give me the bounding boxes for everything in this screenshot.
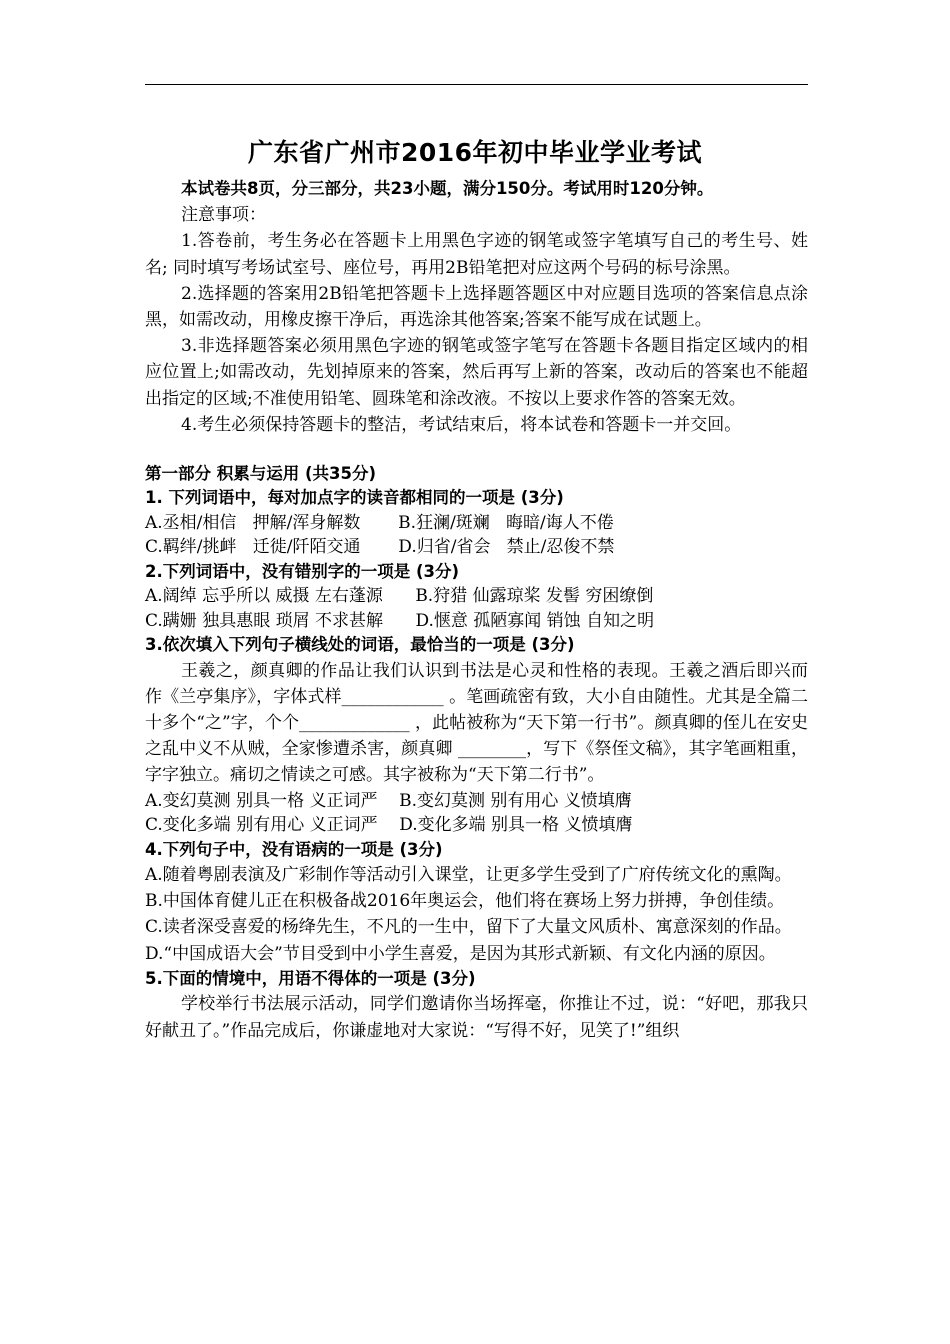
exam-intro: 本试卷共8页，分三部分，共23小题，满分150分。考试用时120分钟。 <box>181 179 714 198</box>
question-3-options: A.变幻莫测 别具一格 义正词严 B.变幻莫测 别有用心 义愤填膺 <box>145 790 632 811</box>
question-5-stem: 5.下面的情境中，用语不得体的一项是 (3分) <box>145 968 476 988</box>
question-4-stem: 4.下列句子中，没有语病的一项是 (3分) <box>145 839 443 859</box>
question-3-stem: 3.依次填入下列句子横线处的词语，最恰当的一项是 (3分) <box>145 635 575 655</box>
notice-item: 2.选择题的答案用2B铅笔把答题卡上选择题答题区中对应题目选项的答案信息点涂黑，如需改动，用橡皮擦干净后，再选涂其他答案;答案不能写成在试题上。 <box>145 283 808 331</box>
notice-item: 4.考生必须保持答题卡的整洁，考试结束后，将本试卷和答题卡一并交回。 <box>181 414 742 435</box>
question-1-options: C.羁绊/挑衅 迁徙/阡陌交通 D.归省/省会 禁止/忍俊不禁 <box>145 537 615 558</box>
question-2-options: C.蹒姗 独具惠眼 琐屑 不求甚解 D.惬意 孤陋寡闻 销蚀 自知之明 <box>145 610 655 631</box>
question-4-option-a: A.随着粤剧表演及广彩制作等活动引入课堂，让更多学生受到了广府传统文化的熏陶。 <box>145 865 792 886</box>
question-4-option-c: C.读者深受喜爱的杨绛先生，不凡的一生中，留下了大量文风质朴、寓意深刻的作品。 <box>145 917 792 938</box>
part-one-heading: 第一部分 积累与运用 (共35分) <box>145 464 377 484</box>
question-4-option-b: B.中国体育健儿正在积极备战2016年奥运会，他们将在赛场上努力拼搏，争创佳绩。 <box>145 891 785 912</box>
question-1-options: A.丞相/相信 押解/浑身解数 B.狂澜/斑斓 晦暗/诲人不倦 <box>145 512 614 533</box>
notice-item: 3.非选择题答案必须用黑色字迹的钢笔或签字笔写在答题卡各题目指定区域内的相应位置上;如需改动，先划掉原来的答案，然后再写上新的答案，改动后的答案也不能超出指定的区域;不准使用铅笔、圆珠笔和涂改液。不按以上要求作答的答案无效。 <box>145 336 808 409</box>
exam-title: 广东省广州市2016年初中毕业学业考试 <box>247 138 703 167</box>
notice-item: 1.答卷前，考生务必在答题卡上用黑色字迹的钢笔或签字笔填写自己的考生号、姓名; 同时填写考场试室号、座位号，再用2B铅笔把对应这两个号码的标号涂黑。 <box>145 231 808 278</box>
question-4-option-d: D.“中国成语大会”节目受到中小学生喜爱，是因为其形式新颖、有文化内涵的原因。 <box>145 943 776 964</box>
question-2-stem: 2.下列词语中，没有错别字的一项是 (3分) <box>145 561 460 581</box>
document-body <box>145 176 808 1044</box>
question-1-stem: 1. 下列词语中，每对加点字的读音都相同的一项是 (3分) <box>145 488 564 508</box>
question-2-options: A.阔绰 忘乎所以 威摄 左右蓬源 B.狩猎 仙露琼桨 发髻 穷困缭倒 <box>145 586 654 607</box>
question-5-passage: 学校举行书法展示活动，同学们邀请你当场挥毫，你推让不过，说：“好吧，那我只好献丑了。”作品完成后，你谦虚地对大家说：“写得不好，见笑了!”组织 <box>145 994 808 1041</box>
question-3-passage: 王羲之，颜真卿的作品让我们认识到书法是心灵和性格的表现。王羲之酒后即兴而作《兰亭集序》，字体式样____________ 。笔画疏密有致，大小自由随性。尤其是全篇二十多个“之”字，个个_____________ ，此帖被称为“天下第一行书”。颜真卿的侄儿在安史之乱中义不从贼，全家惨遭杀害，颜真卿 ________，写下《祭侄文稿》，其字笔画粗重，字字独立。痛切之情读之可感。其字被称为“天下第二行书”。 <box>145 660 808 786</box>
question-3-options: C.变化多端 别有用心 义正词严 D.变化多端 别具一格 义愤填膺 <box>145 815 633 836</box>
notice-heading: 注意事项： <box>181 205 266 226</box>
header-rule <box>145 84 808 85</box>
